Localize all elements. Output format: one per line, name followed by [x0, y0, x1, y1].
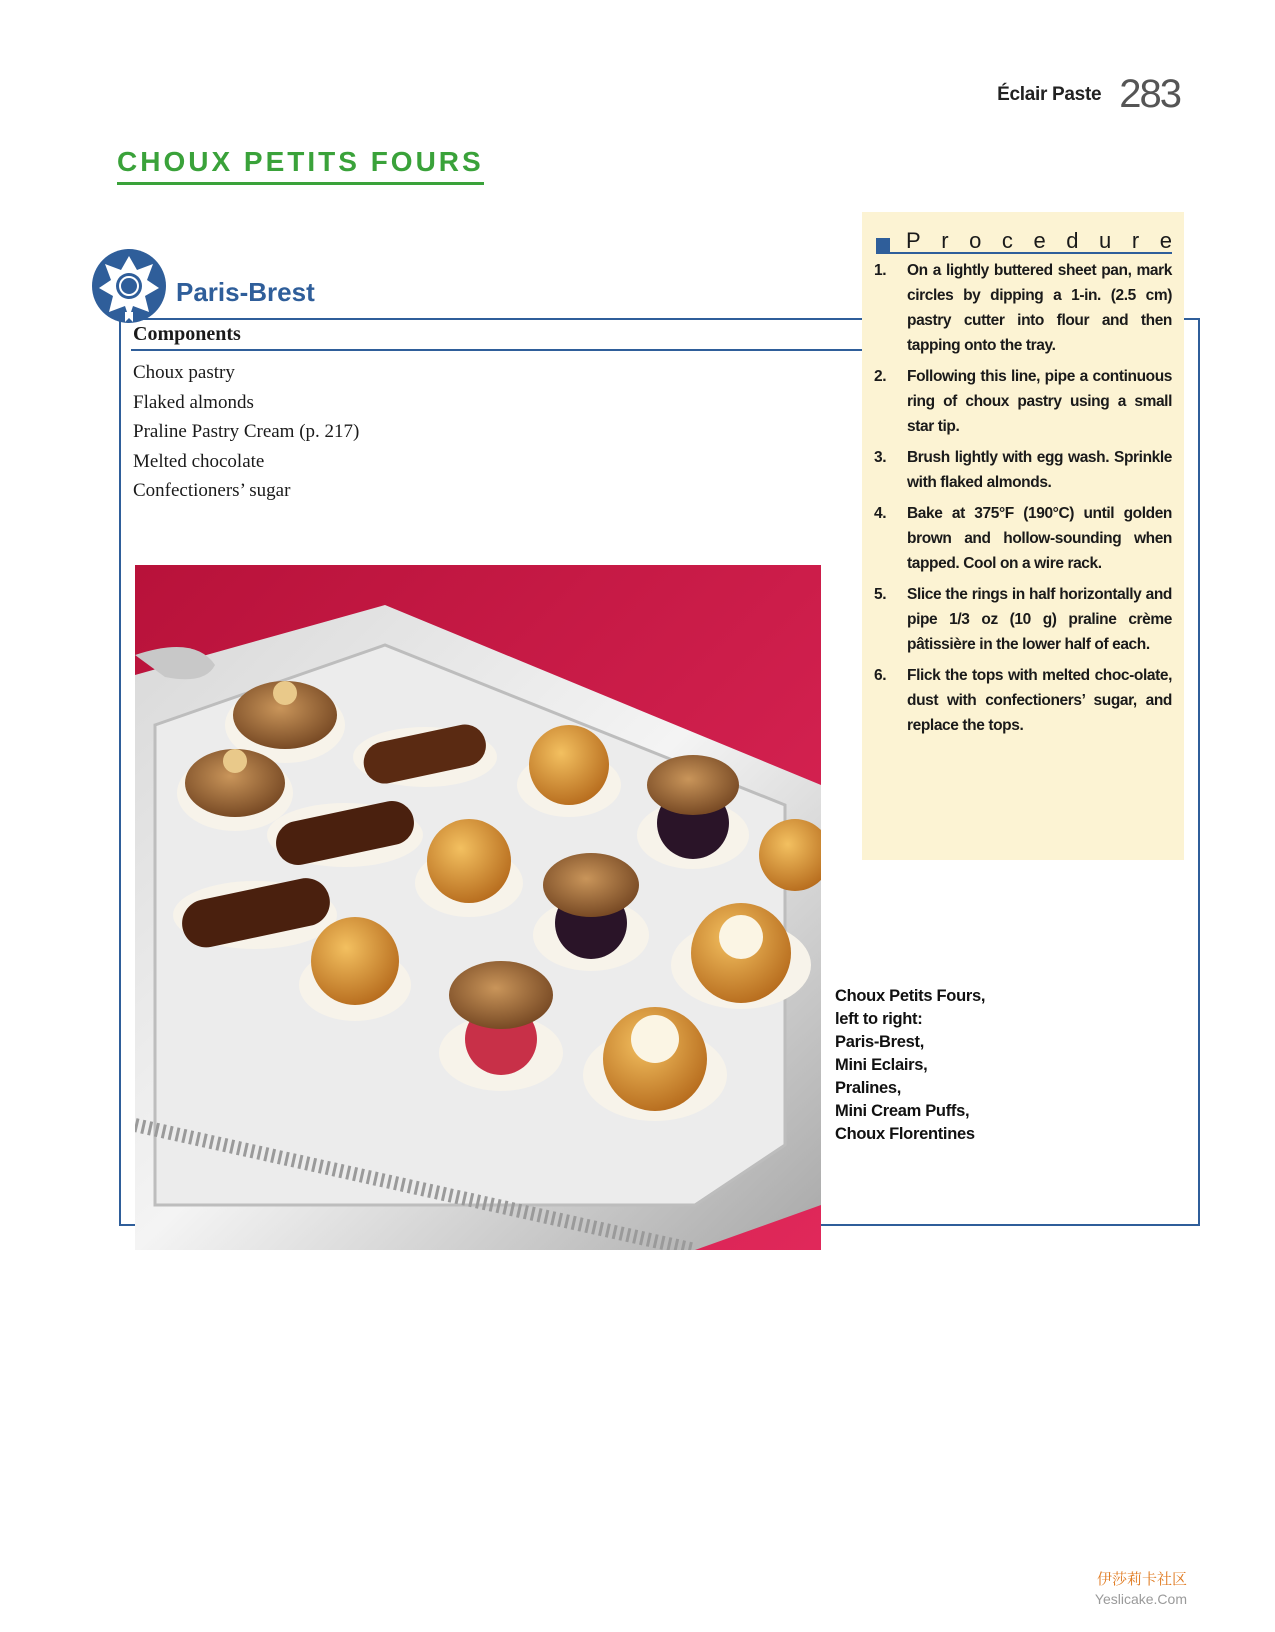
caption-line: Mini Cream Puffs, — [835, 1102, 970, 1120]
components-list — [133, 358, 359, 506]
step-text-part: oz (10 g) praline crème pâtissière in the lower half of each. — [907, 611, 1172, 653]
component-item: Flaked almonds — [133, 391, 254, 413]
heading-letter: c — [1001, 228, 1013, 253]
step-number: 6. — [874, 667, 887, 684]
watermark — [1095, 1568, 1187, 1607]
caption-line: Paris-Brest, — [835, 1033, 925, 1051]
step-text: Flick the tops with melted choc-olate, dust with confectioners’ sugar, and replace the tops. — [907, 667, 1172, 734]
step-text: Brush lightly with egg wash. Sprinkle with flaked almonds. — [907, 449, 1172, 491]
heading-letter: e — [1033, 228, 1046, 253]
component-item: Choux pastry — [133, 362, 235, 383]
section-name: Éclair Paste — [997, 84, 1102, 105]
step-text: On a lightly buttered sheet pan, mark circles by dipping a 1-in. (2.5 cm) pastry cutter into flour and then tapping onto the tray. — [907, 262, 1172, 354]
caption-line: Choux Florentines — [835, 1125, 975, 1143]
component-item: Melted chocolate — [133, 450, 265, 472]
procedure-panel — [862, 212, 1184, 860]
caption-line: Pralines, — [835, 1079, 902, 1097]
heading-letter: o — [969, 228, 982, 253]
procedure-step — [874, 445, 1172, 495]
procedure-heading-word — [906, 228, 1172, 254]
pastry-tray-photo — [135, 565, 821, 1250]
procedure-steps — [874, 258, 1172, 744]
watermark-url: Yeslicake.Com — [1094, 1591, 1187, 1607]
step-text: Following this line, pipe a continuous ring of choux pastry using a small star tip. — [907, 368, 1172, 435]
running-head — [997, 74, 1180, 114]
photo-caption — [835, 985, 985, 1146]
heading-letter: u — [1099, 228, 1112, 253]
procedure-step — [874, 258, 1172, 358]
caption-line: Mini Eclairs, — [835, 1056, 928, 1074]
step-number: 1. — [874, 262, 887, 279]
procedure-step — [874, 501, 1172, 576]
chapter-title: CHOUX PETITS FOURS — [117, 146, 484, 185]
school-emblem-icon — [91, 248, 167, 324]
watermark-site-name: 伊莎莉卡社区 — [1096, 1570, 1187, 1588]
step-text — [907, 582, 1172, 657]
step-number: 4. — [874, 505, 887, 522]
heading-letter: e — [1159, 228, 1172, 253]
heading-square-icon — [876, 238, 890, 252]
heading-letter: P — [906, 228, 921, 253]
component-item: Confectioners’ sugar — [133, 480, 291, 501]
step-number: 2. — [874, 368, 887, 385]
caption-line: Choux Petits Fours, — [835, 987, 986, 1005]
procedure-step — [874, 582, 1172, 657]
step-text-part: Slice the rings in half horizontally and pipe — [907, 586, 1172, 628]
heading-letter: d — [1066, 228, 1079, 253]
procedure-step — [874, 663, 1172, 738]
components-divider — [131, 349, 871, 351]
heading-letter: r — [1131, 228, 1140, 253]
heading-letter: r — [941, 228, 949, 253]
components-heading: Components — [133, 323, 241, 345]
caption-line: left to right: — [835, 1010, 923, 1028]
procedure-heading — [876, 226, 1172, 254]
step-number: 5. — [874, 586, 887, 603]
step-number: 3. — [874, 449, 887, 466]
frame-rule-left — [119, 318, 121, 1226]
frame-rule-right — [1198, 318, 1200, 1226]
recipe-title: Paris-Brest — [176, 277, 315, 307]
step-text: Bake at 375°F (190°C) until golden brown and hollow-sounding when tapped. Cool on a wire rack. — [907, 505, 1172, 572]
page-number: 283 — [1119, 72, 1180, 116]
component-item: Praline Pastry Cream (p. 217) — [133, 421, 360, 442]
fraction: 1/3 — [949, 611, 970, 628]
procedure-step — [874, 364, 1172, 439]
